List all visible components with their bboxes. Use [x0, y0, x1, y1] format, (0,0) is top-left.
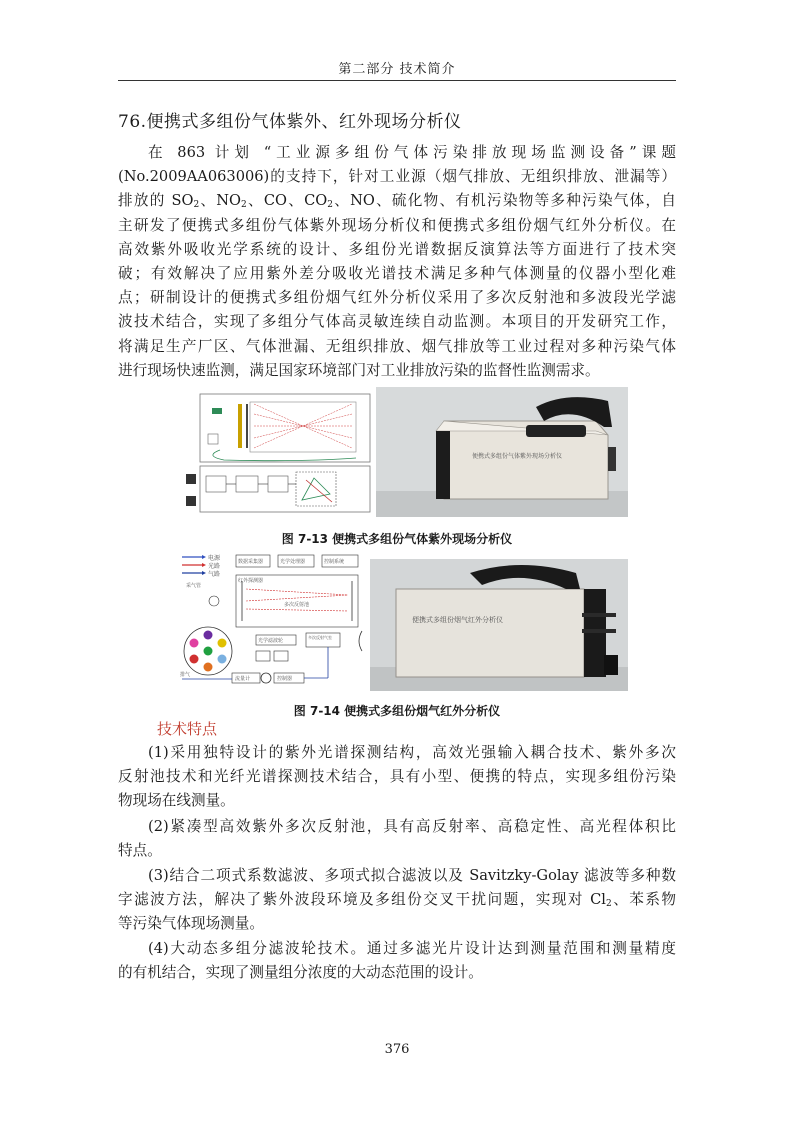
intro-line: 主研发了便携式多组份气体紫外现场分析仪和便携式多组份烟气红外分析仪。在 — [118, 216, 676, 234]
label-control-system: 控制系统 — [324, 559, 345, 565]
intro-line: 在 863 计划 “工业源多组份气体污染排放现场监测设备”课题 — [148, 144, 676, 161]
label-optical-processor: 光学处理器 — [280, 559, 306, 565]
legend-optical: 光路 — [208, 563, 221, 570]
feature-1 — [118, 741, 676, 814]
label-exhaust: 排气 — [180, 672, 191, 678]
uv-analyzer-photo — [376, 387, 628, 517]
intro-line: 将满足生产厂区、气体泄漏、无组织排放、烟气排放等工业过程对多种污染气体 — [118, 337, 676, 355]
feature-line: (1)采用独特设计的紫外光谱探测结构，高效光强输入耦合技术、紫外多次 — [148, 744, 676, 761]
features-heading: 技术特点 — [157, 720, 218, 738]
label-controller: 控制器 — [277, 676, 293, 682]
intro-line-formulas: 排放的 $SO_2$、$NO_2$、CO、$CO_2$、NO、硫化物、有机污染物等多种污染气体，自 — [118, 192, 676, 211]
intro-line: 破；有效解决了应用紫外差分吸收光谱技术满足多种气体测量的仪器小型化难 — [118, 264, 676, 282]
legend-gas: 气路 — [208, 571, 221, 578]
label-reflection-chamber: 多次反射气室 — [308, 635, 332, 640]
intro-line: (No.2009AA063006)的支持下，针对工业源（烟气排放、无组织排放、泄漏等） — [118, 168, 676, 186]
feature-line: 物现场在线测量。 — [118, 792, 235, 810]
ir-device-label: 便携式多组份烟气红外分析仪 — [412, 616, 503, 624]
feature-2 — [118, 815, 676, 863]
intro-line: 点；研制设计的便携式多组份烟气红外分析仪采用了多次反射池和多波段光学滤 — [118, 289, 676, 307]
intro-line: 高效紫外吸收光学系统的设计、多组份光谱数据反演算法等方面进行了技术突 — [118, 240, 676, 258]
running-header: 第二部分 技术简介 — [338, 62, 456, 77]
label-reflection-cell: 多次反射池 — [284, 602, 310, 608]
legend-power: 电源 — [208, 555, 221, 562]
section-heading: 76.便携式多组份气体紫外、红外现场分析仪 — [118, 112, 462, 132]
feature-line: 反射池技术和光纤光谱探测技术结合，具有小型、便携的特点，实现多组份污染 — [118, 768, 676, 786]
uv-device-label: 便携式多组份气体紫外现场分析仪 — [472, 453, 563, 460]
feature-line: (2)紧凑型高效紫外多次反射池，具有高反射率、高稳定性、高光程体积比 — [148, 818, 676, 835]
header-divider — [118, 80, 676, 81]
ir-analyzer-schematic — [178, 551, 366, 691]
intro-paragraph — [118, 141, 676, 383]
feature-line-formula: 字滤波方法，解决了紫外波段环境及多组份交叉干扰问题，实现对 $Cl_2$、苯系物 — [118, 891, 676, 910]
label-flowmeter: 流量计 — [235, 676, 251, 682]
feature-line: (4)大动态多组分滤波轮技术。通过多滤光片设计达到测量范围和测量精度 — [148, 940, 676, 957]
label-filter-wheel: 光学滤波轮 — [258, 638, 284, 644]
feature-3 — [118, 864, 676, 937]
feature-line: (3)结合二项式系数滤波、多项式拟合滤波以及 Savitzky-Golay 滤波等多种数 — [148, 867, 676, 884]
page-number: 376 — [384, 1042, 410, 1057]
label-data-acquisition: 数据采集器 — [238, 559, 264, 565]
feature-line: 的有机结合，实现了测量组分浓度的大动态范围的设计。 — [118, 964, 483, 982]
label-ir-detector: 红外探测器 — [238, 578, 264, 584]
intro-line: 波技术结合，实现了多组分气体高灵敏连续自动监测。本项目的开发研究工作， — [118, 313, 676, 331]
figure-caption-uv: 图 7-13 便携式多组份气体紫外现场分析仪 — [281, 532, 513, 546]
intro-line: 进行现场快速监测，满足国家环境部门对工业排放污染的监督性监测需求。 — [118, 361, 600, 379]
feature-line: 特点。 — [118, 842, 162, 860]
feature-4 — [118, 937, 676, 985]
uv-analyzer-schematic — [184, 390, 372, 516]
label-sampling-tube: 采气管 — [186, 583, 202, 589]
feature-line: 等污染气体现场测量。 — [118, 915, 264, 933]
figure-caption-ir: 图 7-14 便携式多组份烟气红外分析仪 — [293, 704, 501, 718]
ir-analyzer-photo — [370, 559, 628, 691]
